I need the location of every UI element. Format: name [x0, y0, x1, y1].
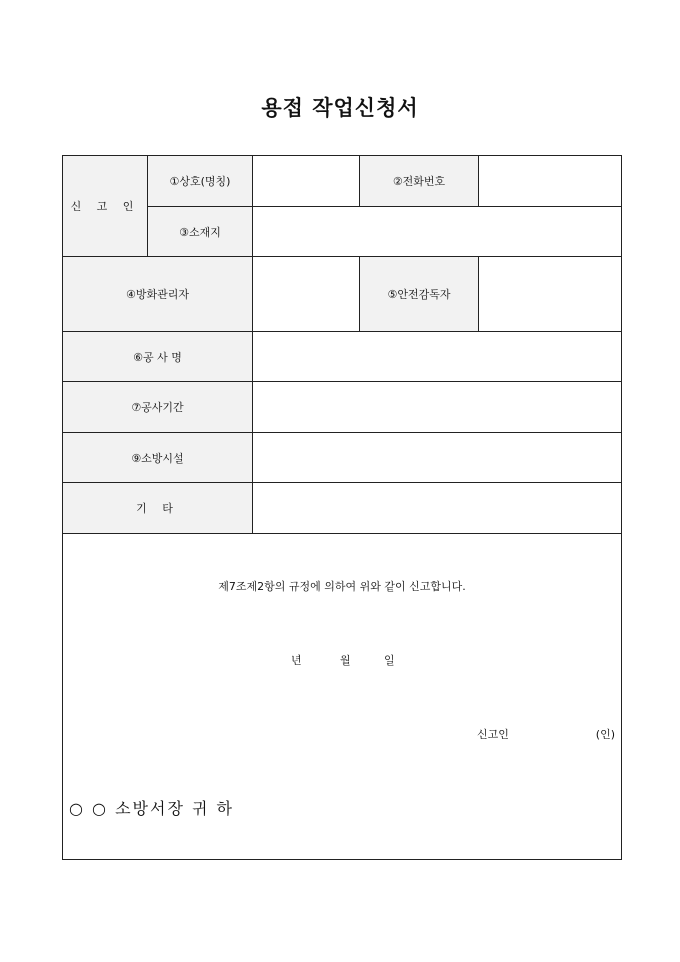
- other-field[interactable]: [253, 483, 622, 534]
- project-period-label: ⑦공사기간: [63, 382, 253, 433]
- fire-manager-field[interactable]: [253, 257, 360, 332]
- application-form-table: [62, 155, 622, 860]
- date-month-label: 월: [340, 654, 351, 667]
- project-name-field[interactable]: [253, 332, 622, 382]
- project-name-label: ⑥공 사 명: [63, 332, 253, 382]
- date-year-label: 년: [291, 654, 302, 667]
- declaration-section: [63, 534, 622, 860]
- signature-label: 신고인: [477, 728, 509, 741]
- address-field[interactable]: [253, 207, 622, 257]
- address-label: ③소재지: [148, 207, 253, 257]
- trade-name-field[interactable]: [253, 156, 360, 207]
- fire-facility-label: ⑨소방시설: [63, 433, 253, 483]
- phone-label: ②전화번호: [360, 156, 479, 207]
- safety-supervisor-label: ⑤안전감독자: [360, 257, 479, 332]
- declaration-statement: 제7조제2항의 규정에 의하여 위와 같이 신고합니다.: [218, 580, 466, 593]
- signature-seal: (인): [595, 728, 615, 741]
- document-title: 용접 작업신청서: [261, 96, 419, 120]
- project-period-field[interactable]: [253, 382, 622, 433]
- fire-manager-label: ④방화관리자: [63, 257, 253, 332]
- trade-name-label: ①상호(명칭): [148, 156, 253, 207]
- date-day-label: 일: [384, 654, 395, 667]
- other-label: 기 타: [63, 483, 253, 534]
- applicant-group-label: 신 고 인: [63, 156, 148, 257]
- safety-supervisor-field[interactable]: [479, 257, 622, 332]
- fire-facility-field[interactable]: [253, 433, 622, 483]
- phone-field[interactable]: [479, 156, 622, 207]
- addressee: ○ ○ 소방서장 귀 하: [69, 799, 235, 818]
